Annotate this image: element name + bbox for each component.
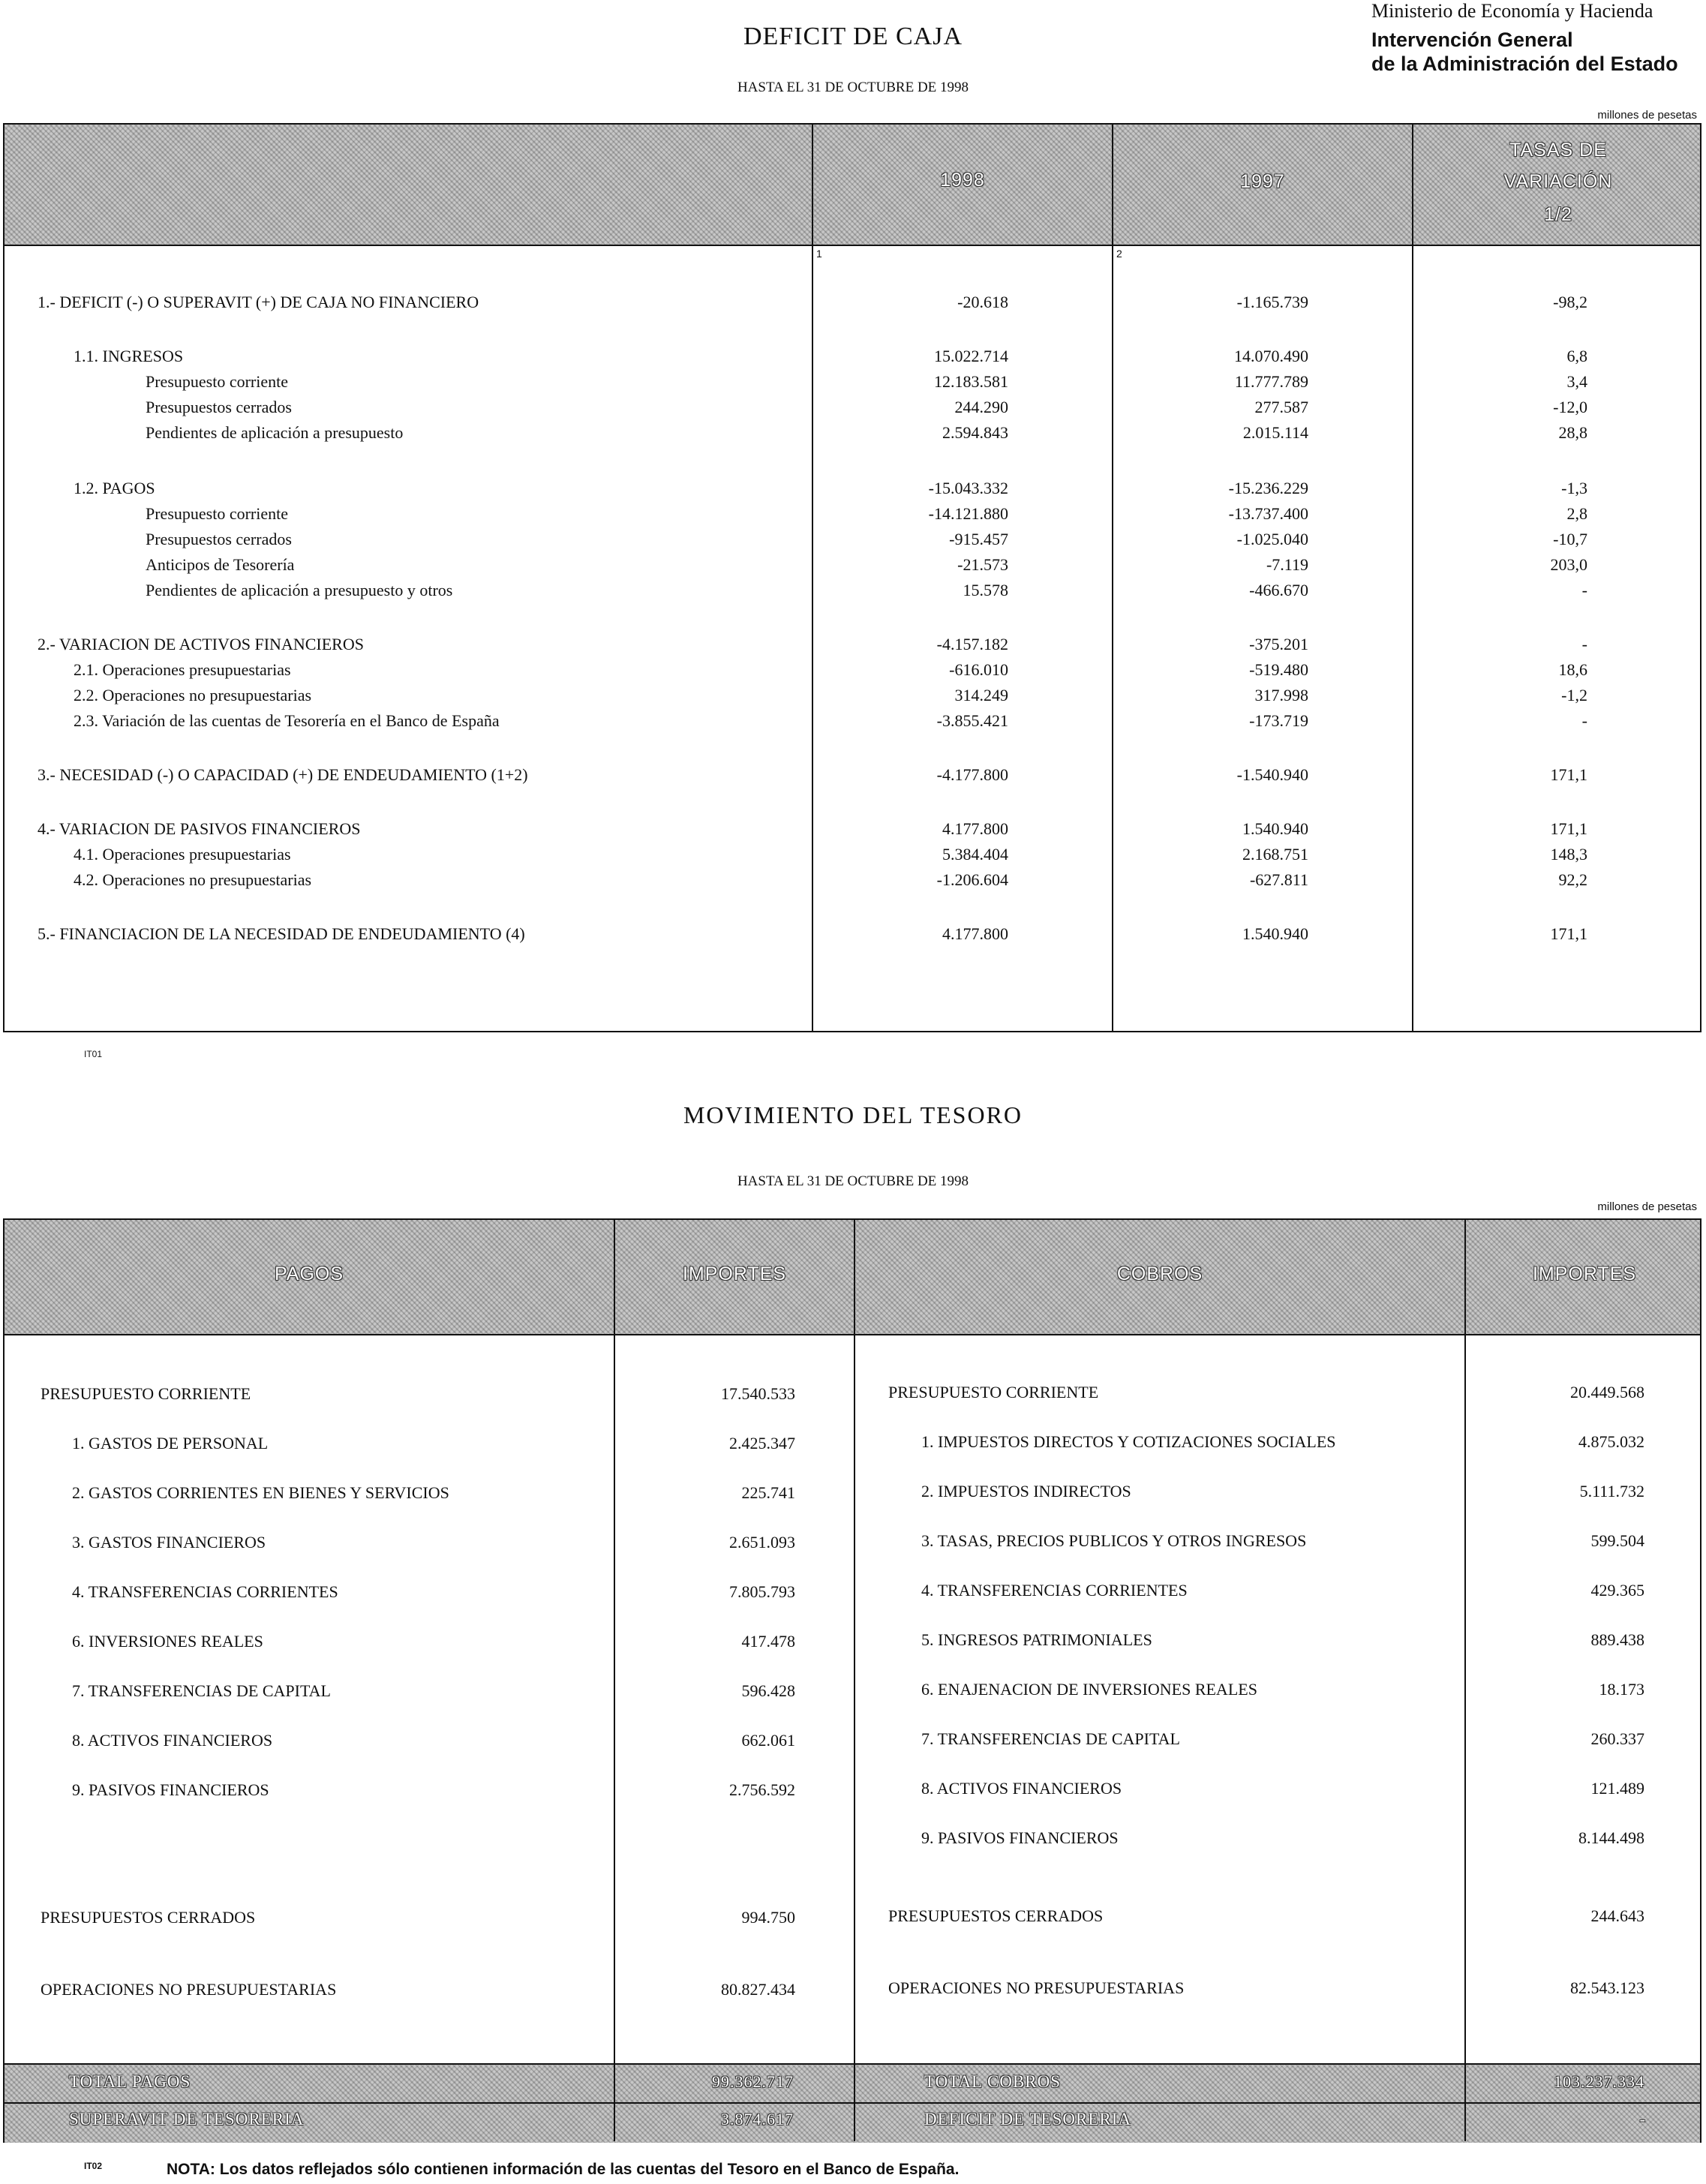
cobros-row-label: 2. IMPUESTOS INDIRECTOS — [921, 1482, 1131, 1501]
total-pagos-label: TOTAL PAGOS — [69, 2072, 191, 2091]
cobros-row-value: 5.111.732 — [1579, 1482, 1644, 1501]
cobros-row-value: 20.449.568 — [1570, 1383, 1644, 1401]
cobros-row-value: 599.504 — [1590, 1531, 1644, 1550]
total-cobros-label: TOTAL COBROS — [924, 2072, 1062, 2091]
pagos-row-value: 596.428 — [741, 1681, 795, 1700]
deficit-row-tasa: -12,0 — [1553, 398, 1587, 416]
cobros-row-label: 9. PASIVOS FINANCIEROS — [921, 1828, 1119, 1847]
col-header-importes-pagos: IMPORTES — [682, 1263, 787, 1284]
deficit-row-tasa: 148,3 — [1550, 845, 1587, 864]
tesoro-subtitle: HASTA EL 31 DE OCTUBRE DE 1998 — [737, 1173, 969, 1189]
deficit-row-1997: -1.025.040 — [1236, 530, 1308, 548]
pagos-row-label: 9. PASIVOS FINANCIEROS — [72, 1780, 269, 1799]
tesoro-title: MOVIMIENTO DEL TESORO — [683, 1101, 1023, 1128]
deficit-row — [5, 369, 1700, 395]
pagos-row-label: PRESUPUESTO CORRIENTE — [41, 1384, 251, 1403]
deficit-row — [5, 632, 1700, 657]
pagos-row-label: 2. GASTOS CORRIENTES EN BIENES Y SERVICIOS — [72, 1483, 449, 1502]
cobros-row-value: 4.875.032 — [1578, 1432, 1644, 1451]
deficit-row-tasa: 3,4 — [1566, 372, 1587, 391]
deficit-row-1998: -3.855.421 — [936, 711, 1008, 730]
deficit-row-tasa: 6,8 — [1566, 347, 1587, 365]
pagos-row-label: 8. ACTIVOS FINANCIEROS — [72, 1731, 273, 1750]
cobros-row-label: 8. ACTIVOS FINANCIEROS — [921, 1779, 1122, 1798]
cobros-row-value: 889.438 — [1590, 1630, 1644, 1649]
col-header-importes-cobros: IMPORTES — [1532, 1263, 1637, 1284]
deficit-row-1998: -15.043.332 — [928, 479, 1008, 497]
tesoro-code: IT02 — [84, 2161, 103, 2171]
pagos-row-label: 7. TRANSFERENCIAS DE CAPITAL — [72, 1681, 331, 1700]
pagos-row-label: 6. INVERSIONES REALES — [72, 1632, 263, 1651]
deficit-row-tasa: 203,0 — [1550, 555, 1587, 574]
pagos-row-value: 2.651.093 — [729, 1533, 795, 1552]
deficit-row-1997: 2.168.751 — [1242, 845, 1308, 864]
deficit-row-tasa: - — [1581, 581, 1587, 599]
cobros-row-value: 244.643 — [1590, 1906, 1644, 1925]
deficit-row-1998: -21.573 — [957, 555, 1008, 574]
deficit-row — [5, 683, 1700, 708]
deficit-row-label: Pendientes de aplicación a presupuesto y otros — [146, 581, 453, 599]
deficit-row — [5, 816, 1700, 842]
deficit-row-label: 2.1. Operaciones presupuestarias — [74, 660, 291, 679]
deficit-row-1998: -616.010 — [949, 660, 1008, 679]
deficit-row-1998: -14.121.880 — [928, 504, 1008, 523]
deficit-row-label: 1.1. INGRESOS — [74, 347, 184, 365]
cobros-row-label: PRESUPUESTOS CERRADOS — [888, 1906, 1104, 1925]
col-header-cobros: COBROS — [1116, 1263, 1203, 1284]
pagos-row-value: 225.741 — [741, 1483, 795, 1502]
pagos-row-label: 3. GASTOS FINANCIEROS — [72, 1533, 266, 1552]
cobros-row-label: 1. IMPUESTOS DIRECTOS Y COTIZACIONES SOCIALES — [921, 1432, 1336, 1451]
pagos-row-value: 2.756.592 — [729, 1780, 795, 1799]
deficit-row-label: 2.2. Operaciones no presupuestarias — [74, 686, 312, 704]
deficit-row-label: 1.- DEFICIT (-) O SUPERAVIT (+) DE CAJA NO FINANCIERO — [38, 293, 479, 311]
deficit-row-label: 4.2. Operaciones no presupuestarias — [74, 870, 312, 889]
deficit-row-1997: -1.165.739 — [1236, 293, 1308, 311]
col-header-tasas-3: 1/2 — [1544, 204, 1572, 225]
deficit-row — [5, 552, 1700, 578]
superavit-label: SUPERAVIT DE TESORERIA — [69, 2110, 305, 2128]
deficit-row-1997: -173.719 — [1249, 711, 1308, 730]
deficit-row-tasa: -1,2 — [1561, 686, 1587, 704]
deficit-row-label: 4.1. Operaciones presupuestarias — [74, 845, 291, 864]
superavit-value: 3.874.617 — [721, 2110, 794, 2128]
nota: NOTA: Los datos reflejados sólo contienen información de las cuentas del Tesoro en el Banco de España. — [167, 2161, 960, 2178]
deficit-row-label: Presupuesto corriente — [146, 372, 288, 391]
cobros-row-value: 121.489 — [1590, 1779, 1644, 1798]
deficit-code: IT01 — [84, 1049, 103, 1059]
deficit-row-1997: -15.236.229 — [1228, 479, 1308, 497]
deficit-row-1997: -466.670 — [1249, 581, 1308, 599]
ministry-name: Ministerio de Economía y Hacienda — [1371, 0, 1653, 22]
deficit-tesoreria-value: - — [1639, 2110, 1646, 2128]
cobros-row-value: 18.173 — [1599, 1680, 1644, 1699]
cobros-row-value: 429.365 — [1590, 1581, 1644, 1600]
deficit-row-1998: 4.177.800 — [942, 819, 1008, 838]
cobros-row-label: PRESUPUESTO CORRIENTE — [888, 1383, 1099, 1401]
deficit-row — [5, 867, 1700, 893]
deficit-row-1997: -627.811 — [1249, 870, 1308, 889]
deficit-row-tasa: 171,1 — [1550, 765, 1587, 784]
deficit-row — [5, 527, 1700, 552]
col-header-1997: 1997 — [1240, 171, 1285, 192]
deficit-row-1997: 14.070.490 — [1234, 347, 1308, 365]
deficit-row-1997: 1.540.940 — [1242, 924, 1308, 943]
deficit-row — [5, 578, 1700, 603]
deficit-row-label: Anticipos de Tesorería — [146, 555, 295, 574]
deficit-row-label: 2.3. Variación de las cuentas de Tesorería en el Banco de España — [74, 711, 500, 730]
deficit-row-tasa: 171,1 — [1550, 819, 1587, 838]
deficit-tesoreria-label: DEFICIT DE TESORERIA — [924, 2110, 1131, 2128]
department-line-1: Intervención General — [1371, 29, 1573, 51]
deficit-row-label: 3.- NECESIDAD (-) O CAPACIDAD (+) DE ENDEUDAMIENTO (1+2) — [38, 765, 528, 784]
deficit-row — [5, 501, 1700, 527]
deficit-subtitle: HASTA EL 31 DE OCTUBRE DE 1998 — [737, 80, 969, 95]
deficit-row — [5, 762, 1700, 788]
deficit-title: DEFICIT DE CAJA — [743, 23, 963, 50]
deficit-row-tasa: 18,6 — [1558, 660, 1587, 679]
deficit-row-1998: 244.290 — [954, 398, 1008, 416]
deficit-row-1997: 277.587 — [1254, 398, 1308, 416]
deficit-units: millones de pesetas — [1597, 109, 1697, 122]
deficit-row-1997: 11.777.789 — [1234, 372, 1308, 391]
pagos-row-value: 7.805.793 — [729, 1582, 795, 1601]
col-number-1: 1 — [816, 248, 822, 260]
cobros-row-label: 5. INGRESOS PATRIMONIALES — [921, 1630, 1152, 1649]
pagos-row-value: 662.061 — [741, 1731, 795, 1750]
tesoro-units: millones de pesetas — [1597, 1200, 1697, 1213]
col-header-pagos: PAGOS — [274, 1263, 344, 1284]
deficit-row-1998: -4.157.182 — [936, 635, 1008, 653]
deficit-row-1998: 15.022.714 — [934, 347, 1008, 365]
deficit-row-1998: 15.578 — [963, 581, 1008, 599]
cobros-row-label: 6. ENAJENACION DE INVERSIONES REALES — [921, 1680, 1257, 1699]
deficit-row-tasa: -10,7 — [1553, 530, 1587, 548]
deficit-row-1998: 314.249 — [954, 686, 1008, 704]
pagos-row-value: 2.425.347 — [729, 1434, 795, 1452]
deficit-row-label: Presupuestos cerrados — [146, 530, 292, 548]
deficit-row-1997: 317.998 — [1254, 686, 1308, 704]
total-pagos-value: 99.362.717 — [712, 2072, 794, 2091]
deficit-row-tasa: 171,1 — [1550, 924, 1587, 943]
col-number-2: 2 — [1116, 248, 1122, 260]
pagos-row-label: 1. GASTOS DE PERSONAL — [72, 1434, 269, 1452]
deficit-row-1997: 2.015.114 — [1242, 423, 1308, 442]
deficit-row-label: 5.- FINANCIACION DE LA NECESIDAD DE ENDEUDAMIENTO (4) — [38, 924, 525, 943]
col-header-tasas-2: VARIACIÓN — [1503, 171, 1613, 192]
cobros-row-label: OPERACIONES NO PRESUPUESTARIAS — [888, 1978, 1185, 1997]
deficit-row-1997: -13.737.400 — [1228, 504, 1308, 523]
deficit-row-tasa: 92,2 — [1558, 870, 1587, 889]
deficit-row — [5, 842, 1700, 867]
cobros-row-label: 4. TRANSFERENCIAS CORRIENTES — [921, 1581, 1188, 1600]
deficit-row-tasa: 28,8 — [1558, 423, 1587, 442]
pagos-row-label: PRESUPUESTOS CERRADOS — [41, 1908, 256, 1927]
deficit-row — [5, 290, 1700, 315]
deficit-row-label: 1.2. PAGOS — [74, 479, 155, 497]
cobros-row-value: 260.337 — [1590, 1729, 1644, 1748]
deficit-row-1998: -20.618 — [957, 293, 1008, 311]
deficit-row-1997: 1.540.940 — [1242, 819, 1308, 838]
deficit-row-tasa: -98,2 — [1553, 293, 1587, 311]
cobros-row-value: 8.144.498 — [1578, 1828, 1644, 1847]
deficit-row — [5, 476, 1700, 501]
tesoro-table — [3, 1218, 1701, 2143]
deficit-row-1997: -375.201 — [1249, 635, 1308, 653]
deficit-table — [3, 123, 1701, 1032]
deficit-row-label: 2.- VARIACION DE ACTIVOS FINANCIEROS — [38, 635, 364, 653]
deficit-row — [5, 921, 1700, 947]
deficit-row — [5, 395, 1700, 420]
cobros-row-value: 82.543.123 — [1570, 1978, 1644, 1997]
deficit-row — [5, 420, 1700, 446]
deficit-row-label: 4.- VARIACION DE PASIVOS FINANCIEROS — [38, 819, 361, 838]
deficit-row-1998: -1.206.604 — [936, 870, 1008, 889]
pagos-row-value: 80.827.434 — [721, 1980, 795, 1999]
deficit-row-1998: 5.384.404 — [942, 845, 1008, 864]
deficit-row-label: Pendientes de aplicación a presupuesto — [146, 423, 404, 442]
deficit-row-tasa: - — [1581, 711, 1587, 730]
deficit-row-label: Presupuestos cerrados — [146, 398, 292, 416]
col-header-1998: 1998 — [940, 170, 985, 191]
total-cobros-value: 103.237.334 — [1554, 2072, 1644, 2091]
pagos-row-value: 994.750 — [741, 1908, 795, 1927]
deficit-row — [5, 708, 1700, 734]
deficit-row-1998: 12.183.581 — [934, 372, 1008, 391]
deficit-row — [5, 344, 1700, 369]
pagos-row-value: 17.540.533 — [721, 1384, 795, 1403]
deficit-row-label: Presupuesto corriente — [146, 504, 288, 523]
deficit-row-1998: -915.457 — [949, 530, 1008, 548]
deficit-row-1997: -7.119 — [1266, 555, 1308, 574]
deficit-row-1997: -1.540.940 — [1236, 765, 1308, 784]
pagos-row-value: 417.478 — [741, 1632, 795, 1651]
deficit-row-1998: -4.177.800 — [936, 765, 1008, 784]
cobros-row-label: 3. TASAS, PRECIOS PUBLICOS Y OTROS INGRESOS — [921, 1531, 1307, 1550]
deficit-row — [5, 657, 1700, 683]
pagos-row-label: 4. TRANSFERENCIAS CORRIENTES — [72, 1582, 338, 1601]
deficit-row-1997: -519.480 — [1249, 660, 1308, 679]
col-header-tasas-1: TASAS DE — [1509, 140, 1607, 161]
deficit-row-tasa: 2,8 — [1566, 504, 1587, 523]
department-line-2: de la Administración del Estado — [1371, 53, 1678, 75]
deficit-row-tasa: - — [1581, 635, 1587, 653]
deficit-row-tasa: -1,3 — [1561, 479, 1587, 497]
cobros-row-label: 7. TRANSFERENCIAS DE CAPITAL — [921, 1729, 1180, 1748]
deficit-row-1998: 4.177.800 — [942, 924, 1008, 943]
deficit-row-1998: 2.594.843 — [942, 423, 1008, 442]
pagos-row-label: OPERACIONES NO PRESUPUESTARIAS — [41, 1980, 337, 1999]
